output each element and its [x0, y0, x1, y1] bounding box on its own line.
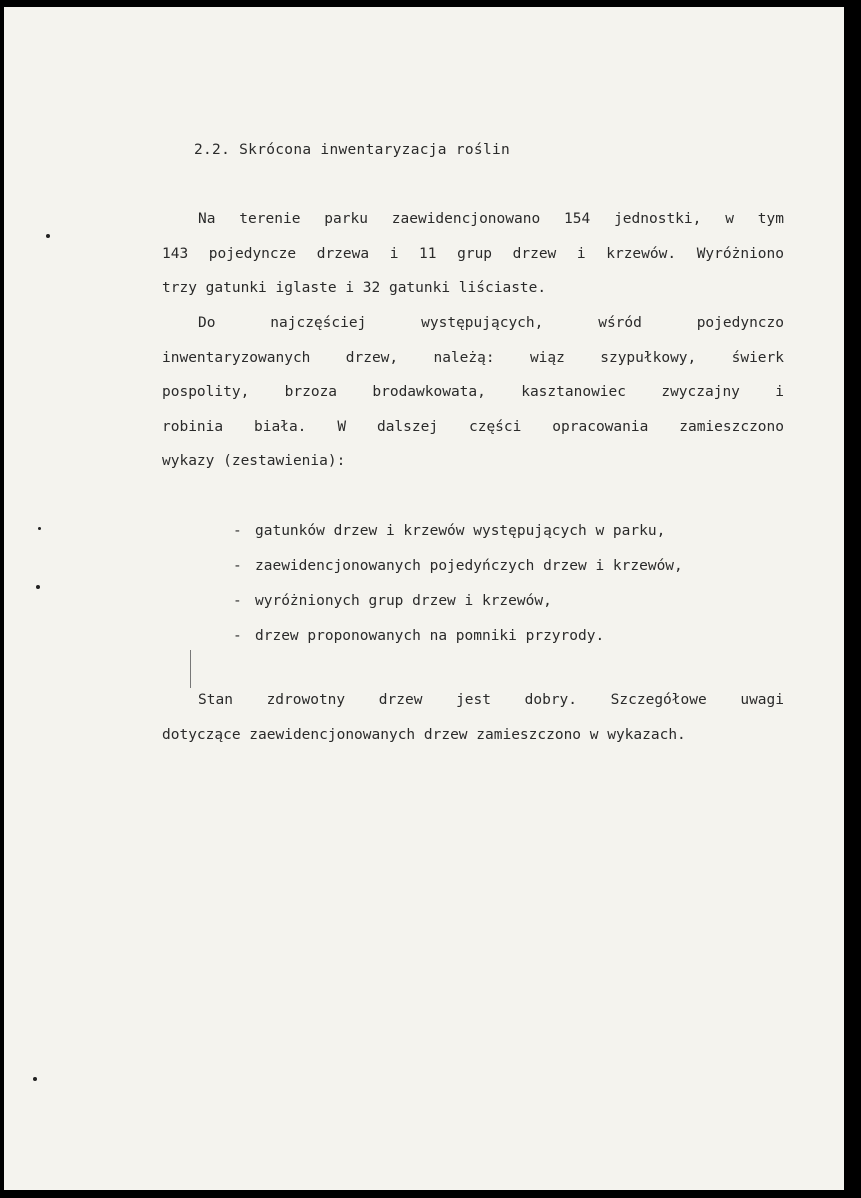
- paragraph-line: Na terenie parku zaewidencjonowano 154 jednostki, w tym: [198, 211, 784, 227]
- list-dash: -: [233, 593, 242, 609]
- list-item: [233, 521, 683, 556]
- binding-hole-mark: [46, 234, 50, 238]
- binding-hole-mark: [36, 585, 40, 589]
- paragraph-line: pospolity, brzoza brodawkowata, kasztanowiec zwyczajny i: [162, 384, 784, 400]
- section-heading: 2.2. Skrócona inwentaryzacja roślin: [194, 142, 511, 158]
- paragraph-common-species: [162, 313, 784, 486]
- list-item-text: gatunków drzew i krzewów występujących w parku,: [255, 523, 666, 539]
- paragraph-line: robinia biała. W dalszej części opracowania zamieszczono: [162, 418, 784, 435]
- paragraph-line: Do najczęściej występujących, wśród pojedynczo: [198, 315, 784, 331]
- paragraph-line: dotyczące zaewidencjonowanych drzew zamieszczono w wykazach.: [162, 726, 686, 743]
- paragraph-inventory-summary: [162, 209, 784, 313]
- paragraph-line: 143 pojedyncze drzewa i 11 grup drzew i krzewów. Wyróżniono: [162, 245, 784, 262]
- binding-hole-mark: [33, 1077, 37, 1081]
- scan-mark: [190, 650, 191, 688]
- list-item-text: wyróżnionych grup drzew i krzewów,: [255, 593, 552, 609]
- paragraph-line: trzy gatunki iglaste i 32 gatunki liściaste.: [162, 280, 547, 296]
- list-item: [233, 556, 683, 591]
- paragraph-line: inwentaryzowanych drzew, należą: wiąz szypułkowy, świerk: [162, 349, 784, 366]
- list-dash: -: [233, 558, 242, 574]
- list-item-text: drzew proponowanych na pomniki przyrody.: [255, 628, 605, 644]
- list-item: [233, 591, 683, 626]
- list-item-text: zaewidencjonowanych pojedyńczych drzew i krzewów,: [255, 558, 683, 574]
- document-page: [4, 7, 844, 1190]
- inventory-list: [233, 521, 683, 661]
- paragraph-line: Stan zdrowotny drzew jest dobry. Szczegółowe uwagi: [198, 692, 784, 708]
- binding-hole-mark: [38, 527, 41, 530]
- paragraph-health-status: [162, 690, 784, 759]
- list-dash: -: [233, 523, 242, 539]
- list-dash: -: [233, 628, 242, 644]
- paragraph-line: wykazy (zestawienia):: [162, 453, 346, 469]
- list-item: [233, 626, 683, 661]
